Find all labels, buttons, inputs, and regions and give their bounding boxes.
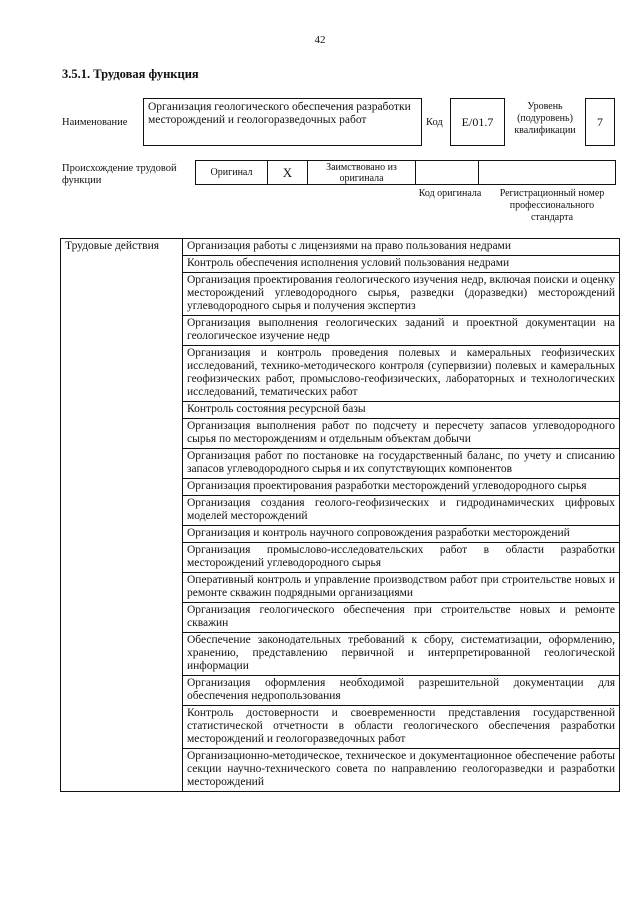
labor-action-item: Организация выполнения работ по подсчету и пересчету запасов углеводородного сырья по месторождениям и отдельным объектам добычи (183, 419, 620, 449)
labor-action-item: Организация проектирования разработки месторождений углеводородного сырья (183, 479, 620, 496)
reg-number-label: Регистрационный номер профессионального стандарта (499, 188, 605, 223)
original-mark: X (282, 164, 293, 180)
original-code-cell (416, 161, 479, 184)
borrowed-label: Заимствовано из оригинала (326, 161, 397, 184)
code-label: Код (426, 117, 443, 128)
labor-action-item: Организация промыслово-исследовательских работ в области разработки месторождений углеводородного сырья (183, 543, 620, 573)
labor-action-item: Организация оформления необходимой разрешительной документации для обеспечения недропользования (183, 676, 620, 706)
labor-actions-heading: Трудовые действия (61, 239, 183, 792)
labor-action-item: Организация и контроль научного сопровождения разработки месторождений (183, 526, 620, 543)
code-original-label: Код оригинала (418, 188, 482, 199)
labor-action-item: Организация выполнения геологических заданий и проектной документации на геологическое изучение недр (183, 316, 620, 346)
qualification-level-value: 7 (597, 114, 603, 129)
labor-action-item: Обеспечение законодательных требований к сбору, систематизации, оформлению, хранению, представлению первичной и интерпретированной геологической информации (183, 633, 620, 676)
function-name-box (143, 98, 422, 146)
labor-action-item: Организация работ по постановке на государственный баланс, по учету и списанию запасов углеводородного сырья и их сопутствующих компонентов (183, 449, 620, 479)
labor-action-item: Организация геологического обеспечения при строительстве новых и ремонте скважин (183, 603, 620, 633)
page-number: 42 (314, 34, 326, 46)
labor-actions-table (60, 238, 620, 792)
labor-action-item: Контроль состояния ресурсной базы (183, 402, 620, 419)
labor-action-item: Организация создания геолого-геофизических и гидродинамических цифровых моделей месторождений (183, 496, 620, 526)
original-label: Оригинал (210, 167, 253, 178)
section-title: 3.5.1. Трудовая функция (62, 67, 199, 81)
labor-action-item: Организационно-методическое, техническое и документационное обеспечение работы секции научно-технического совета по направлению геологоразведки и разработки месторождений (183, 749, 620, 792)
labor-actions-body (61, 239, 620, 792)
original-mark-cell (268, 161, 308, 184)
qualification-level-label: Уровень (подуровень) квалификации (514, 101, 576, 136)
labor-action-item: Организация работы с лицензиями на право пользования недрами (183, 239, 620, 256)
origin-label: Происхождение трудовой функции (62, 163, 177, 186)
qualification-level-box (585, 98, 615, 146)
function-name-value: Организация геологического обеспечения разработки месторождений и геологоразведочных работ (148, 101, 411, 126)
original-cell (196, 161, 268, 184)
labor-action-item: Контроль обеспечения исполнения условий пользования недрами (183, 256, 620, 273)
labor-action-item: Контроль достоверности и своевременности представления государственной статистической отчетности в области геологического обеспечения разработки месторождений и геологоразведочных работ (183, 706, 620, 749)
origin-row (195, 160, 616, 185)
name-label: Наименование (62, 117, 128, 128)
table-row (61, 239, 620, 256)
labor-action-item: Оперативный контроль и управление производством работ при строительстве новых и ремонте скважин подрядными организациями (183, 573, 620, 603)
function-code-box (450, 98, 505, 146)
borrowed-cell (308, 161, 416, 184)
labor-action-item: Организация и контроль проведения полевых и камеральных геофизических исследований, технико-методического контроля (супервизии) полевых и камеральных геофизических работ, промыслово-геофизических, лабораторных и технологических исследований, тематических работ (183, 346, 620, 402)
labor-action-item: Организация проектирования геологического изучения недр, включая поиски и оценку месторождений углеводородного сырья, разведки (доразведки) месторождений углеводородного сырья и получения экспертиз (183, 273, 620, 316)
reg-number-cell (479, 161, 615, 184)
function-code-value: E/01.7 (461, 114, 494, 129)
